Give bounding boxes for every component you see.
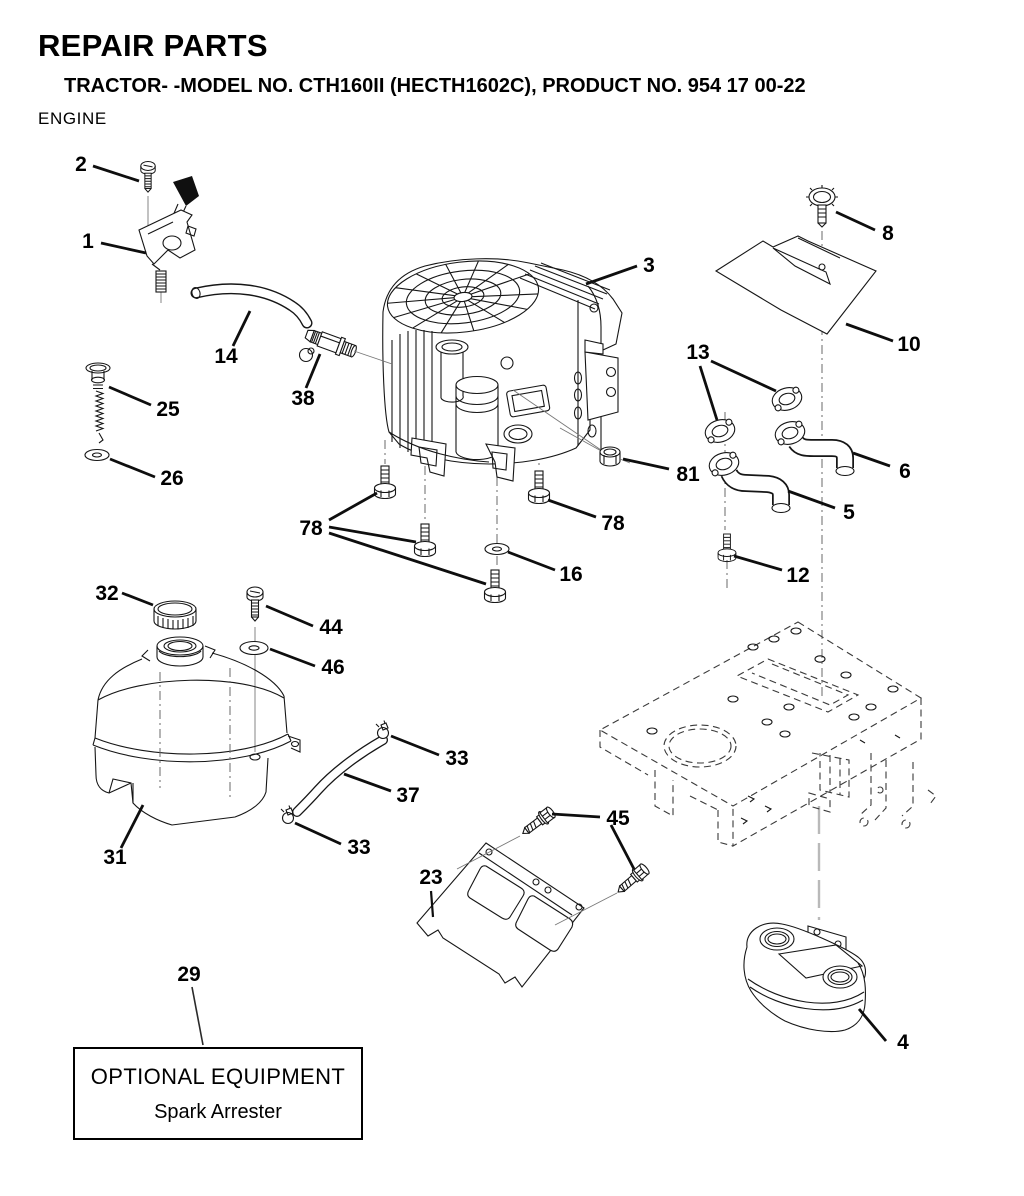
- callout-2: 2: [75, 153, 87, 176]
- part-heat-shield: [716, 236, 876, 334]
- part-muffler: [744, 923, 866, 1031]
- callout-4: 4: [897, 1031, 909, 1054]
- optional-equipment-box: [73, 1047, 363, 1140]
- callout-32: 32: [95, 582, 119, 605]
- part-engine: [383, 253, 622, 481]
- callout-13: 13: [686, 341, 710, 364]
- model-line: TRACTOR- -MODEL NO. CTH160II (HECTH1602C), PRODUCT NO. 954 17 00-22: [64, 75, 806, 97]
- callout-33-top: 33: [445, 747, 469, 770]
- part-fuel-tank: [93, 587, 300, 825]
- callout-5: 5: [843, 501, 855, 524]
- callout-37: 37: [396, 784, 420, 807]
- callout-16: 16: [559, 563, 583, 586]
- callout-29: 29: [177, 963, 201, 986]
- callout-26: 26: [160, 467, 184, 490]
- callout-45: 45: [606, 807, 630, 830]
- callout-78-right: 78: [601, 512, 625, 535]
- part-throttle-control: [139, 162, 199, 293]
- callout-38: 38: [291, 387, 315, 410]
- part-nut-81: [600, 447, 630, 466]
- optional-equipment-item: Spark Arrester: [154, 1101, 282, 1123]
- callout-3: 3: [643, 254, 655, 277]
- callout-31: 31: [103, 846, 127, 869]
- callout-10: 10: [897, 333, 921, 356]
- callout-14: 14: [214, 345, 238, 368]
- part-fuel-line: [281, 721, 389, 824]
- callout-1: 1: [82, 230, 94, 253]
- section-label: ENGINE: [38, 109, 107, 128]
- callout-25: 25: [156, 398, 180, 421]
- part-frame-plate: [600, 622, 936, 846]
- part-bolt-8: [806, 185, 838, 227]
- callout-12: 12: [786, 564, 810, 587]
- part-dipstick: [85, 363, 110, 461]
- callout-78-left: 78: [299, 517, 323, 540]
- part-exhaust-pipes: [703, 384, 854, 561]
- optional-equipment-title: OPTIONAL EQUIPMENT: [90, 1064, 346, 1089]
- page-title: REPAIR PARTS: [38, 28, 268, 63]
- callout-6: 6: [899, 460, 911, 483]
- callout-46: 46: [321, 656, 345, 679]
- callout-23: 23: [419, 866, 443, 889]
- part-mounting-bolts: [375, 466, 550, 603]
- callout-8: 8: [882, 222, 894, 245]
- callout-44: 44: [319, 616, 343, 639]
- callout-33-bottom: 33: [347, 836, 371, 859]
- callout-81: 81: [676, 463, 700, 486]
